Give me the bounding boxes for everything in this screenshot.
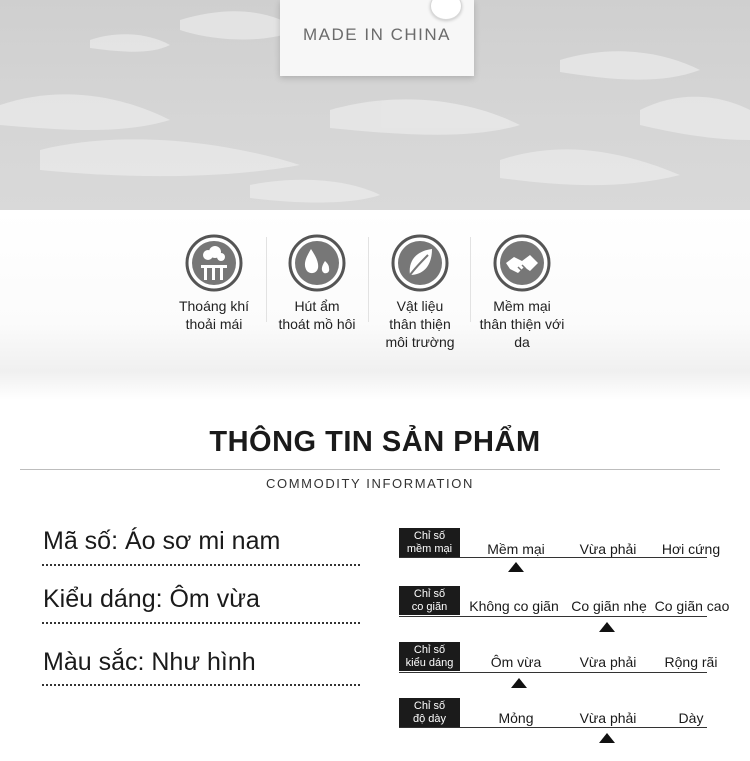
- feature-breathable: [162, 233, 266, 333]
- spec-divider: [42, 564, 360, 566]
- section-title: THÔNG TIN SẢN PHẨM: [209, 426, 541, 458]
- scale-marker-triangle-icon: [508, 562, 524, 572]
- scale-label: [399, 698, 460, 727]
- fabric-photo: [0, 0, 750, 210]
- sweat-drops-icon: [287, 233, 347, 293]
- scale-label: [399, 528, 460, 557]
- handshake-icon: [492, 233, 552, 293]
- scale-marker-triangle-icon: [599, 733, 615, 743]
- scale-label-line2: kiểu dáng: [405, 657, 454, 669]
- scale-line: [399, 557, 707, 558]
- scale-line: [399, 727, 707, 728]
- scale-label-line1: Chỉ số: [413, 700, 446, 712]
- title-divider: [20, 469, 720, 470]
- feature-label-line1: Hút ẩm: [294, 298, 340, 314]
- scale-option: Hơi cứng: [661, 541, 721, 557]
- scale-label-line2: mềm mại: [406, 543, 453, 555]
- feature-label-line2: thoải mái: [185, 316, 243, 332]
- feature-label-line3: môi trường: [385, 334, 455, 350]
- scale-marker-triangle-icon: [599, 622, 615, 632]
- scale-option: Không co giãn: [469, 598, 559, 614]
- scale-label: [399, 642, 460, 671]
- scale-marker-triangle-icon: [511, 678, 527, 688]
- scale-option: Vừa phải: [579, 654, 637, 670]
- scale-option: Co giãn cao: [654, 598, 730, 614]
- scale-label-line2: độ dày: [412, 713, 447, 725]
- scale-option: Dày: [678, 710, 704, 726]
- feature-label-line2: thân thiện: [389, 316, 451, 332]
- feature-label-line2: thoát mồ hôi: [278, 316, 356, 332]
- spec-code: Mã số: Áo sơ mi nam: [43, 527, 281, 555]
- scale-option: Co giãn nhẹ: [571, 598, 647, 614]
- tag-text: MADE IN CHINA: [303, 25, 451, 44]
- scale-label: [399, 586, 460, 615]
- feature-label-line1: Vật liệu: [396, 298, 444, 314]
- scale-option: Vừa phải: [579, 710, 637, 726]
- section-subtitle: COMMODITY INFORMATION: [266, 476, 474, 491]
- scale-option: Mềm mại: [487, 541, 545, 557]
- scale-line: [399, 672, 707, 673]
- spec-fit: Kiểu dáng: Ôm vừa: [43, 585, 260, 613]
- breathable-icon: [184, 233, 244, 293]
- scale-label-line1: Chỉ số: [413, 530, 446, 542]
- feature-label-line2: thân thiện với da: [479, 316, 565, 350]
- scale-option: Vừa phải: [579, 541, 637, 557]
- feature-absorbent: [265, 233, 369, 333]
- feature-label-line1: Thoáng khí: [178, 298, 250, 314]
- spec-color: Màu sắc: Như hình: [43, 648, 256, 676]
- feature-soft: [470, 233, 574, 351]
- leaf-icon: [390, 233, 450, 293]
- scale-label-line1: Chỉ số: [413, 588, 446, 600]
- spec-divider: [42, 684, 360, 686]
- scale-label-line1: Chỉ số: [413, 644, 446, 656]
- scale-option: Ôm vừa: [490, 654, 542, 670]
- scale-line: [399, 616, 707, 617]
- feature-label-line1: Mềm mại: [493, 298, 551, 314]
- scale-option: Mỏng: [498, 710, 534, 726]
- spec-divider: [42, 622, 360, 624]
- scale-label-line2: co giãn: [411, 601, 448, 613]
- scale-option: Rộng rãi: [664, 654, 718, 670]
- feature-eco: [368, 233, 472, 351]
